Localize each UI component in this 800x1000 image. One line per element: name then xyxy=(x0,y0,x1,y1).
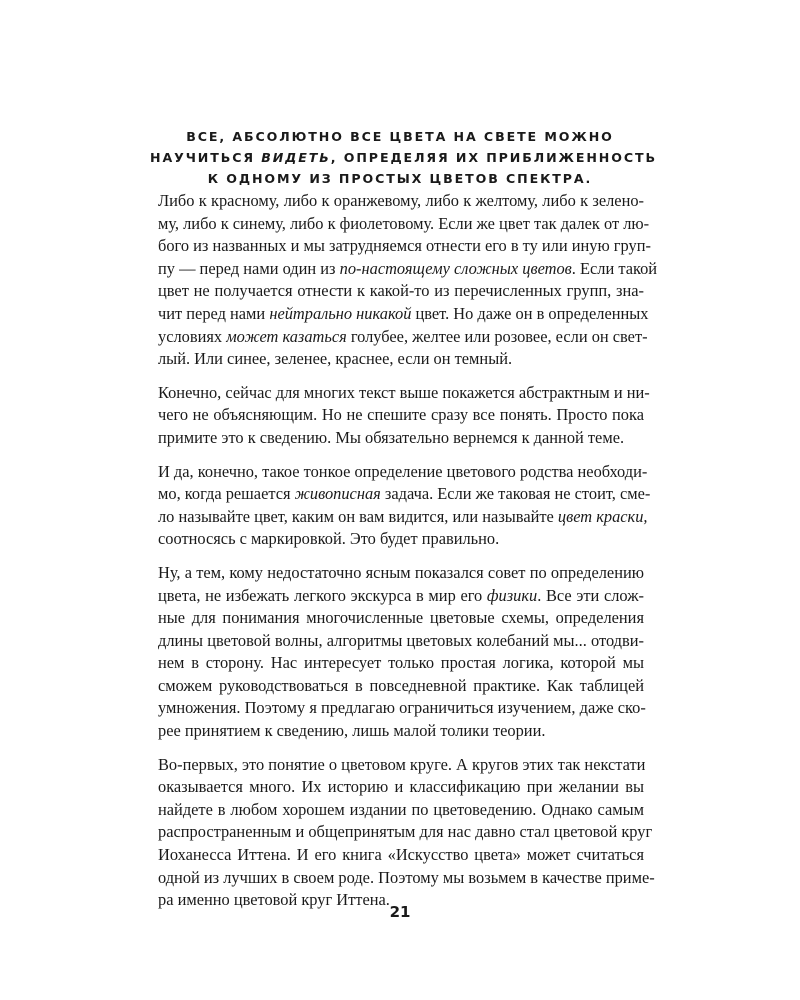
page-number: 21 xyxy=(389,903,411,921)
text-line: ло называйте цвет, каким он вам видится, или называйте цвет краски, xyxy=(158,506,648,526)
text-line: Ну, а тем, кому недостаточно ясным показался совет по определению xyxy=(158,562,644,582)
paragraph xyxy=(158,461,651,551)
text-line: умножения. Поэтому я предлагаю ограничиться изучением, даже ско- xyxy=(158,698,646,718)
paragraph xyxy=(158,754,655,912)
text-line: нем в сторону. Нас интересует только простая логика, которой мы xyxy=(158,653,644,673)
section-heading xyxy=(150,126,657,189)
text-line: чего не объясняющим. Но не спешите сразу все понять. Просто пока xyxy=(158,405,644,425)
text-line: Конечно, сейчас для многих текст выше покажется абстрактным и ни- xyxy=(158,382,650,402)
heading-line: К ОДНОМУ ИЗ ПРОСТЫХ ЦВЕТОВ СПЕКТРА. xyxy=(207,171,593,186)
text-line: мо, когда решается живописная задача. Если же таковая не стоит, сме- xyxy=(158,484,651,504)
text-line: цвет не получается отнести к какой-то из перечисленных групп, зна- xyxy=(158,281,644,301)
text-line: примите это к сведению. Мы обязательно вернемся к данной теме. xyxy=(158,427,625,447)
body-text xyxy=(158,190,658,923)
emphasis: может казаться xyxy=(226,326,347,346)
text-line: пу — перед нами один из по-настоящему сложных цветов. Если такой xyxy=(158,258,658,278)
text-line: сможем руководствоваться в повседневной практике. Как таблицей xyxy=(158,675,644,695)
text-line: рее принятием к сведению, лишь малой толики теории. xyxy=(158,721,546,741)
text-line: одной из лучших в своем роде. Поэтому мы возьмем в качестве приме- xyxy=(158,867,655,887)
text-line: цвета, не избежать легкого экскурса в мир его физики. Все эти слож- xyxy=(158,585,644,605)
text-line: чит перед нами нейтрально никакой цвет. Но даже он в определенных xyxy=(158,303,649,323)
text-line: му, либо к синему, либо к фиолетовому. Если же цвет так далек от лю- xyxy=(158,213,650,233)
emphasis: по-настоящему сложных цветов xyxy=(339,258,572,278)
text-line: лый. Или синее, зеленее, краснее, если он темный. xyxy=(158,349,513,369)
emphasis: нейтрально никакой xyxy=(269,303,412,323)
emphasis: живописная xyxy=(294,484,381,504)
heading-line: НАУЧИТЬСЯ ВИДЕТЬ, ОПРЕДЕЛЯЯ ИХ ПРИБЛИЖЕННОСТЬ xyxy=(150,150,657,165)
heading-line: ВСЕ, АБСОЛЮТНО ВСЕ ЦВЕТА НА СВЕТЕ МОЖНО xyxy=(186,129,614,144)
paragraph xyxy=(158,562,644,743)
text-line: длины цветовой волны, алгоритмы цветовых колебаний мы... отодви- xyxy=(158,630,644,650)
emphasis: цвет краски, xyxy=(557,506,648,526)
text-line: Иоханесса Иттена. И его книга «Искусство цвета» может считаться xyxy=(158,845,644,865)
text-line: найдете в любом хорошем издании по цветоведению. Однако самым xyxy=(158,799,644,819)
text-line: соотносясь с маркировкой. Это будет правильно. xyxy=(158,529,500,549)
emphasis: физики xyxy=(486,585,538,605)
text-line: распространенным и общепринятым для нас давно стал цветовой круг xyxy=(158,822,653,842)
text-line: оказывается много. Их историю и классификацию при желании вы xyxy=(158,777,644,797)
text-line: условиях может казаться голубее, желтее или розовее, если он свет- xyxy=(158,326,648,346)
paragraph xyxy=(158,382,650,450)
text-line: бого из названных и мы затрудняемся отнести его в ту или иную груп- xyxy=(158,236,651,256)
heading-emphasis: ВИДЕТЬ xyxy=(261,150,331,165)
text-line: ра именно цветовой круг Иттена. xyxy=(158,890,390,910)
text-line: И да, конечно, такое тонкое определение цветового родства необходи- xyxy=(158,461,648,481)
paragraph xyxy=(158,190,658,371)
text-line: ные для понимания многочисленные цветовые схемы, определения xyxy=(158,608,644,628)
text-line: Во-первых, это понятие о цветовом круге. А кругов этих так некстати xyxy=(158,754,646,774)
text-line: Либо к красному, либо к оранжевому, либо к желтому, либо к зелено- xyxy=(158,191,644,210)
